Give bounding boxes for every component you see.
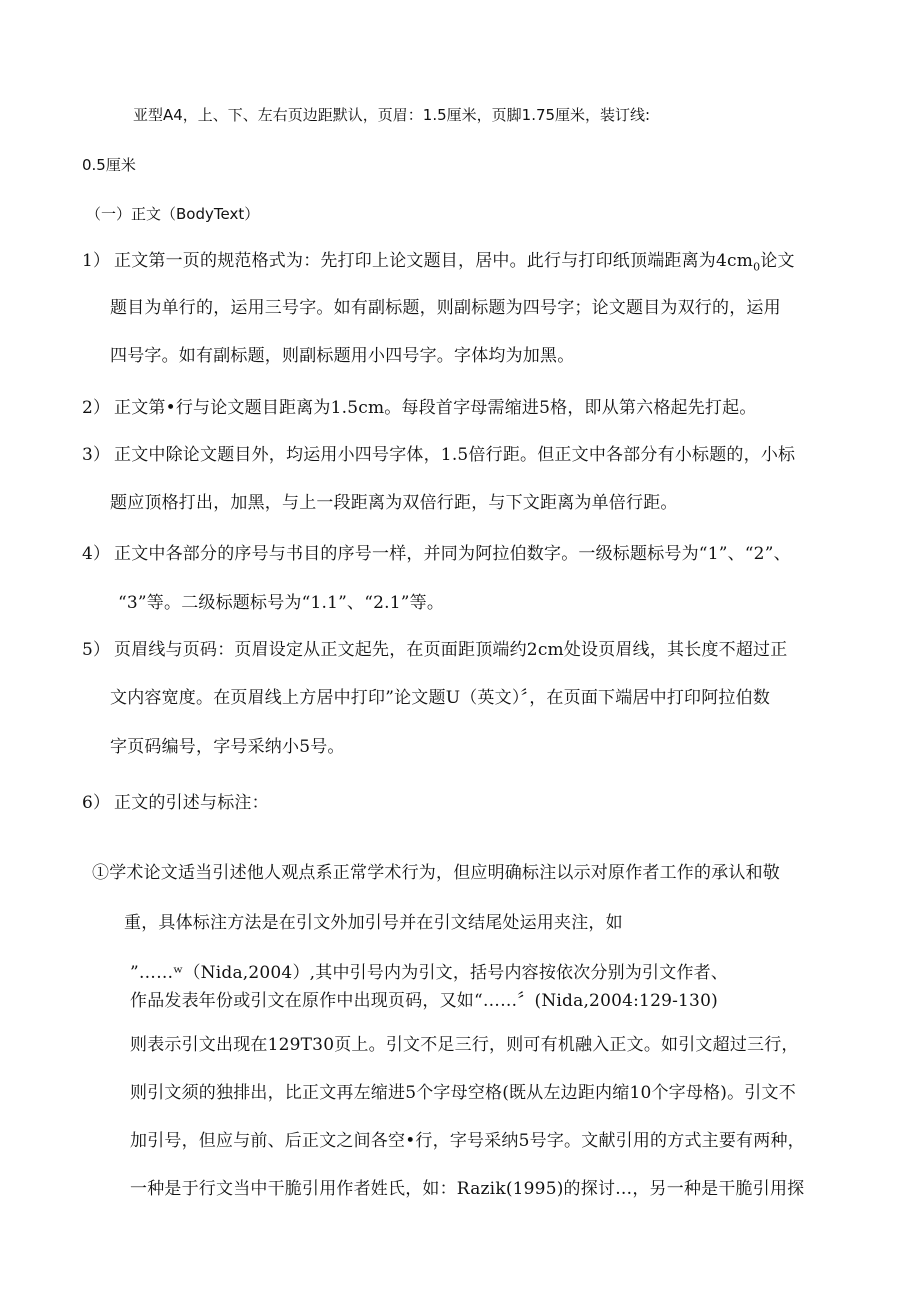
citation-para-line-2: 重，具体标注方法是在引文外加引号并在引文结尾处运用夹注，如 (124, 913, 623, 933)
item-5-text: 页眉线与页码：页眉设定从正文起先，在页面距顶端约2cm处设页眉线，其长度不超过正 (114, 640, 788, 660)
item-1-text-end: 论文 (760, 251, 795, 271)
item-3-text: 正文中除论文题目外，均运用小四号字体，1.5倍行距。但正文中各部分有小标题的，小标 (114, 445, 796, 465)
item-4-text: 正文中各部分的序号与书目的序号一样，并同为阿拉伯数字。一级标题标号为“1”、“2”、 (114, 544, 791, 564)
citation-para-line-1: ①学术论文适当引述他人观点系正常学术行为，但应明确标注以示对原作者工作的承认和敬 (92, 863, 780, 883)
item-1-subscript: 0 (753, 260, 761, 274)
page-setup-line-1: 亚型A4，上、下、左右页边距默认，页眉：1.5厘米，页脚1.75厘米，装订线: (133, 106, 651, 124)
citation-para-line-6: 则引文须的独排出，比正文再左缩进5个字母空格(既从左边距内缩10个字母格)。引文不 (130, 1083, 796, 1103)
item-5-line-3: 字页码编号，字号采纳小5号。 (110, 737, 345, 757)
item-1-line-2: 题目为单行的，运用三号字。如有副标题，则副标题为四号字；论文题目为双行的，运用 (110, 298, 781, 318)
item-4-number: 4） (82, 544, 111, 564)
item-6-text: 正文的引述与标注： (114, 793, 269, 813)
item-5-line-2: 文内容宽度。在页眉线上方居中打印”论文题U（英文）〞，在页面下端居中打印阿拉伯数 (110, 688, 771, 708)
item-5-number: 5） (82, 640, 111, 660)
item-6-number: 6） (82, 793, 111, 813)
citation-para-line-4: 作品发表年份或引文在原作中出现页码，又如“……〞(Nida,2004:129-130) (130, 991, 718, 1011)
item-4-line-1 (82, 543, 791, 565)
item-4-line-2: “3”等。二级标题标号为“1.1”、“2.1”等。 (118, 593, 445, 613)
citation-para-line-8: 一种是于行文当中干脆引用作者姓氏，如：Razik(1995)的探讨…，另一种是干脆引用探 (130, 1179, 805, 1199)
item-5-line-1 (82, 639, 787, 661)
citation-para-line-7: 加引号，但应与前、后正文之间各空•行，字号采纳5号字。文献引用的方式主要有两种， (130, 1131, 805, 1151)
section-heading-body-text: （一）正文（BodyText） (86, 205, 260, 223)
item-1-line-3: 四号字。如有副标题，则副标题用小四号字。字体均为加黑。 (110, 346, 575, 366)
item-1-line-1 (82, 250, 795, 278)
citation-para-line-5: 则表示引文出现在129T30页上。引文不足三行，则可有机融入正文。如引文超过三行， (130, 1035, 799, 1055)
page-setup-line-2: 0.5厘米 (82, 156, 136, 174)
item-1-text: 正文第一页的规范格式为：先打印上论文题目，居中。此行与打印纸顶端距离为4cm (114, 251, 754, 271)
citation-para-line-3: ”……ʷ（Nida,2004）,其中引号内为引文，括号内容按依次分别为引文作者、 (130, 963, 729, 983)
item-2-line-1 (82, 397, 757, 419)
item-2-number: 2） (82, 398, 111, 418)
item-1-number: 1） (82, 251, 111, 271)
item-3-line-1 (82, 444, 795, 466)
item-3-number: 3） (82, 445, 111, 465)
item-2-text: 正文第•行与论文题目距离为1.5cm。每段首字母需缩进5格，即从第六格起先打起。 (114, 398, 757, 418)
item-3-line-2: 题应顶格打出，加黑，与上一段距离为双倍行距，与下文距离为单倍行距。 (110, 493, 678, 513)
item-6-line-1 (82, 792, 269, 814)
